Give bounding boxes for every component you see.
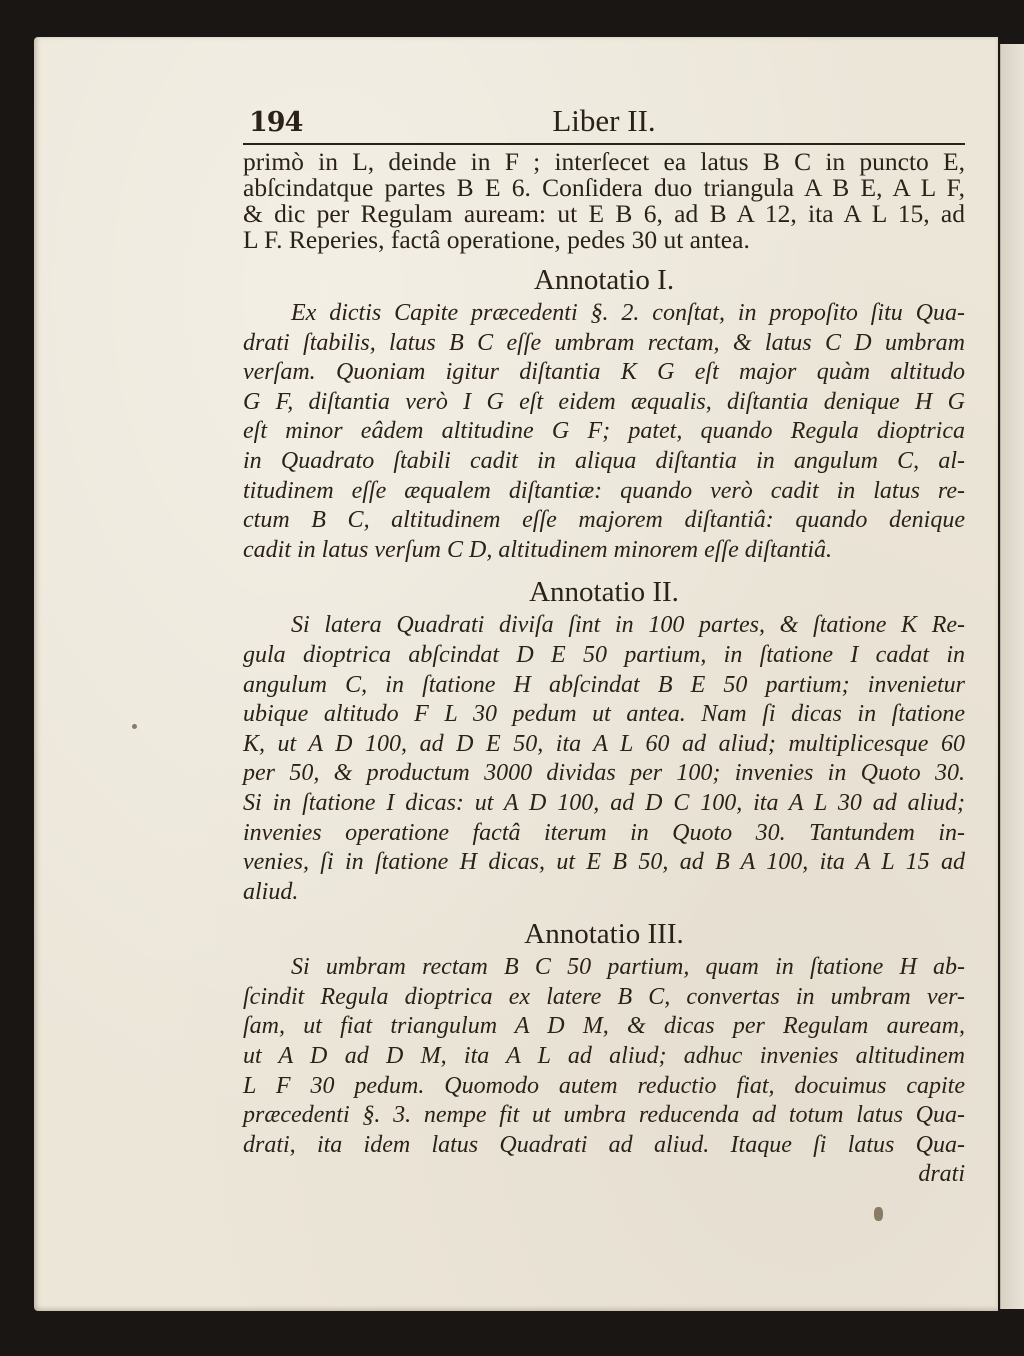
intro-paragraph xyxy=(243,149,965,253)
text-line: per 50, & productum 3000 dividas per 100; invenies in Quoto 30. xyxy=(243,760,965,787)
text-line: K, ut A D 100, ad D E 50, ita A L 60 ad aliud; multiplicesque 60 xyxy=(243,730,965,757)
text-line: titudinem eſſe æqualem diſtantiæ: quando verò cadit in latus re- xyxy=(243,477,965,504)
annotation-heading: Annotatio II. xyxy=(529,576,679,609)
text-line: in Quadrato ſtabili cadit in aliqua diſtantia in angulum C, al- xyxy=(243,447,965,474)
text-line: gula dioptrica abſcindat D E 50 partium, in ſtatione I cadat in xyxy=(243,641,965,668)
text-line: aliud. xyxy=(243,878,299,905)
annotation-heading: Annotatio I. xyxy=(533,264,675,296)
text-line: eſt minor eâdem altitudine G F; patet, quando Regula dioptrica xyxy=(243,418,965,445)
text-line: & dic per Regulam auream: ut E B 6, ad B A 12, ita A L 15, ad xyxy=(243,199,965,228)
text-line: ctum B C, altitudinem eſſe majorem diſtantiâ: quando denique xyxy=(243,507,965,534)
text-line: ubique altitudo F L 30 pedum ut antea. Nam ſi dicas in ſtatione xyxy=(243,701,965,728)
text-block xyxy=(243,103,965,1190)
text-line: ut A D ad D M, ita A L ad aliud; adhuc invenies altitudinem xyxy=(243,1043,965,1070)
paper-stain xyxy=(874,1207,883,1221)
text-line: præcedenti §. 3. nempe fit ut umbra reducenda ad totum latus Qua- xyxy=(243,1102,965,1129)
text-line: venies, ſi in ſtatione H dicas, ut E B 50, ad B A 100, ita A L 15 ad xyxy=(243,849,965,876)
annotation-paragraph xyxy=(243,953,965,1190)
text-line: primò in L, deinde in F ; interſecet ea latus B C in puncto E, xyxy=(243,147,965,176)
text-line: Si in ſtatione I dicas: ut A D 100, ad D C 100, ita A L 30 ad aliud; xyxy=(243,789,965,816)
annotation-paragraph xyxy=(243,299,965,565)
text-line: L F. Reperies, factâ operatione, pedes 30 ut antea. xyxy=(243,225,750,254)
text-line: Si latera Quadrati diviſa ſint in 100 partes, & ſtatione K Re- xyxy=(291,612,965,639)
text-line: invenies operatione factâ iterum in Quoto 30. Tantundem in- xyxy=(243,819,965,846)
text-line: ſcindit Regula dioptrica ex latere B C, convertas in umbram ver- xyxy=(243,983,965,1010)
text-line: drati ſtabilis, latus B C eſſe umbram rectam, & latus C D umbram xyxy=(243,329,965,356)
annotation-paragraph xyxy=(243,611,965,907)
page-number: 194 xyxy=(249,107,303,138)
adjacent-page-edge xyxy=(1000,44,1024,1309)
text-line: drati, ita idem latus Quadrati ad aliud. Itaque ſi latus Qua- xyxy=(243,1131,965,1158)
running-title: Liber II. xyxy=(552,103,656,138)
text-line: verſam. Quoniam igitur diſtantia K G eſt major quàm altitudo xyxy=(243,359,965,386)
text-line: L F 30 pedum. Quomodo autem reductio fiat, docuimus capite xyxy=(243,1072,965,1099)
paper-speck xyxy=(132,724,137,729)
annotation-heading: Annotatio III. xyxy=(524,918,684,951)
text-line: Si umbram rectam B C 50 partium, quam in ſtatione H ab- xyxy=(291,954,965,981)
text-line: ſam, ut fiat triangulum A D M, & dicas per Regulam auream, xyxy=(243,1013,965,1040)
book-page xyxy=(34,37,998,1311)
text-line: angulum C, in ſtatione H abſcindat B E 50 partium; invenietur xyxy=(243,671,965,698)
text-line: abſcindatque partes B E 6. Conſidera duo triangula A B E, A L F, xyxy=(243,173,965,202)
text-line: Ex dictis Capite præcedenti §. 2. conſtat, in propoſito ſitu Qua- xyxy=(291,300,965,326)
header-rule xyxy=(243,143,965,145)
running-head xyxy=(243,103,965,143)
catchword: drati xyxy=(918,1161,965,1188)
text-line: cadit in latus verſum C D, altitudinem minorem eſſe diſtantiâ. xyxy=(243,536,833,563)
text-line: G F, diſtantia verò I G eſt eidem æqualis, diſtantia denique H G xyxy=(243,388,965,415)
